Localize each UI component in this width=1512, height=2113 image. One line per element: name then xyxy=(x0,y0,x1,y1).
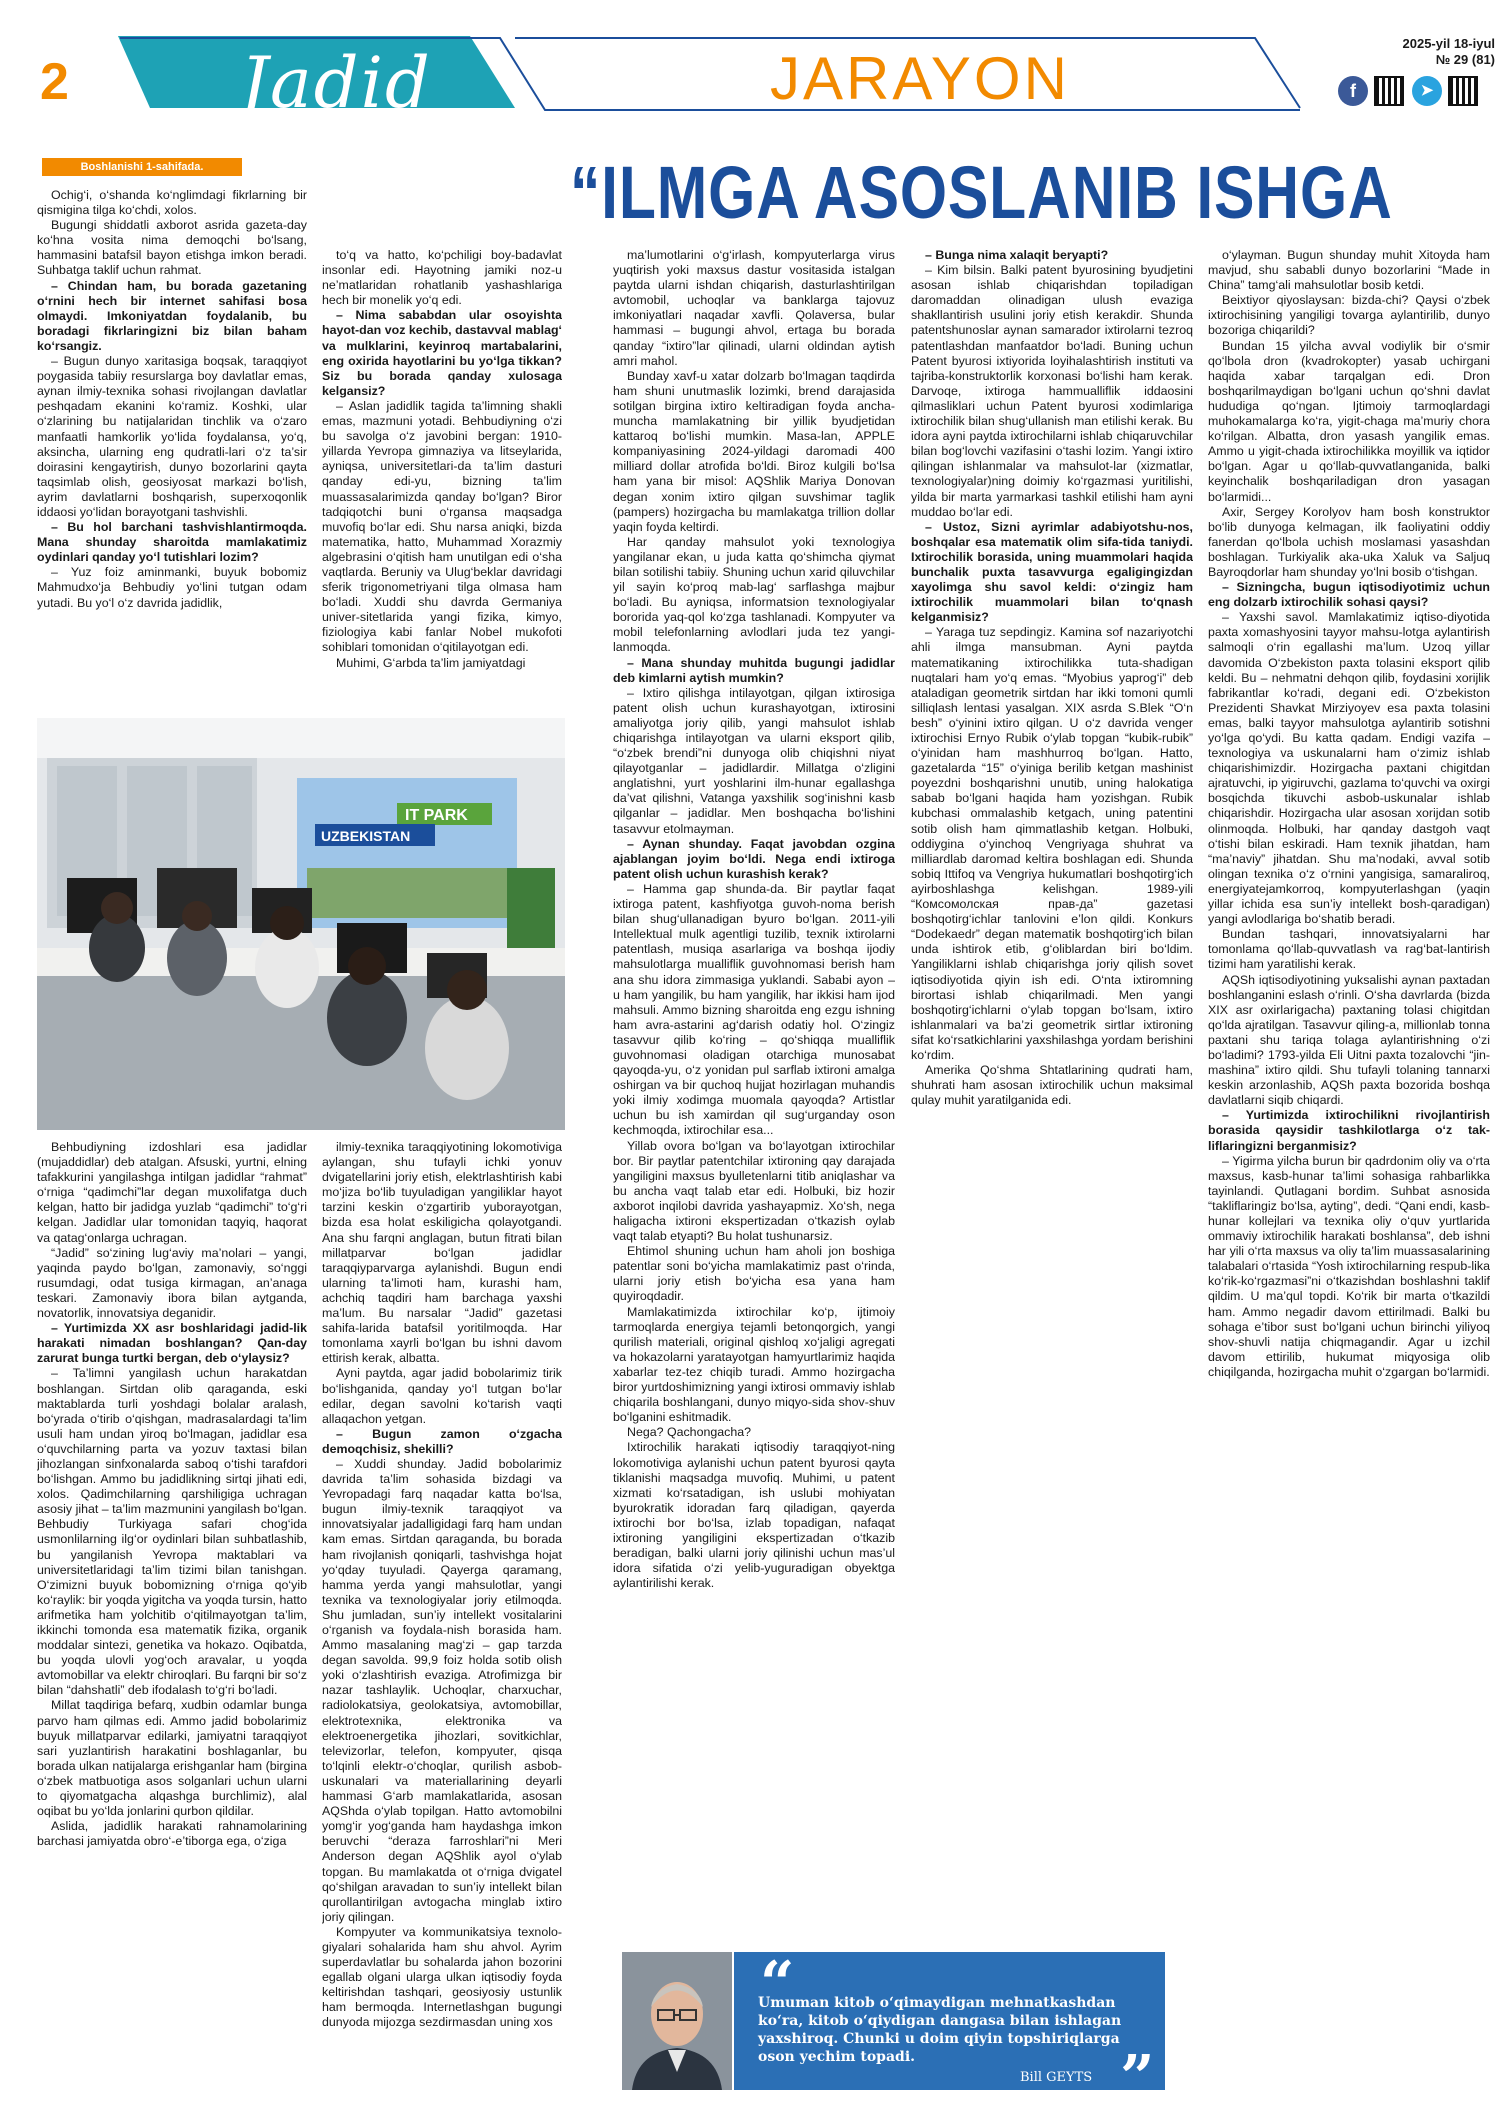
qr-code-icon xyxy=(1448,76,1478,106)
interview-question: – Bugun zamon o‘zgacha demoqchisiz, shekilli? xyxy=(322,1426,562,1456)
paragraph: – Xuddi shunday. Jadid bobolarimiz davrida ta’lim sohasida bizdagi va Yevropadagi farq naqadar katta bo‘lsa, bugun ilmiy-texnik taraqqiyot va innovatsiyalar jadalligidagi farq ham undan kam emas. Sirtdan qaraganda, bu borada ham rivojlanish qoniqarli, tashvishga hojat yo‘qday tuyuladi. Qayerga qaramang, hamma yerda yangi mahsulotlar, yangi texnika va texnologiyalar joriy etilmoqda. Shu jumladan, sun’iy intellekt vositalarini o‘rganish va foydala-nish borasida ham. Ammo masalaning mag‘zi – gap tarzda degan savolda. 99,9 foiz holda sotib olish yoki o‘zlashtirish evaziga. Atrofimizga bir nazar tashlaylik. Uchoqlar, charxuchar, radiolokatsiya, geolokatsiya, avtomobillar, elektrotexnika, elektronika va elektroenergetika jihozlari, sovitkichlar, televizorlar, telefon, kompyuter, qisqa to‘lqinli elektr-o‘choqlar, qurilish asbob-uskunalari va materiallarining deyarli hammasi G‘arb mamlakatlarida, asosan AQShda o‘ylab topilgan. Hatto avtomobilni yomg‘ir yog‘ganda ham haydashga imkon beruvchi “deraza farroshlari”ni Meri Anderson degan AQShlik ayol o‘ylab topgan. Bu mamlakatda ot o‘rniga dvigatel qo‘shilgan aravadan to sun’iy intellekt bilan qurollantirilgan avtogacha minglab ixtiro joriy qilingan. xyxy=(322,1456,562,1924)
interview-question: – Aynan shunday. Faqat javobdan ozgina ajablangan joyim bo‘ldi. Nega endi ixtiroga patent olish uchun kurashish kerak? xyxy=(613,836,895,881)
paragraph: ma’lumotlarini o‘g‘irlash, kompyuterlarga virus yuqtirish yoki maxsus dastur vositasida istalgan paytda ularni ishdan chiqarish, dasturlashtirilgan avtomobil, uchoqlar va banklarga tajovuz imkoniyatlari naqadar xavfli. Qolaversa, bular hammasi – bugungi ahvol, ertaga bu borada qanday “ixtiro”lar qilinadi, ularni oldindan aytish amri mahol. xyxy=(613,248,895,368)
page-header xyxy=(0,0,1512,124)
paragraph: – Ta’limni yangilash uchun harakatdan boshlangan. Sirtdan olib qaraganda, eski maktablarda turli yoshdagi bolalar aralash, bo‘yrada o‘tirib o‘qishgan, madrasalardagi ta’lim usuli ham undan yiroq bo‘lmagan, jadidlar esa o‘quvchilarning parta va yozuv taxtasi bilan jihozlangan sinfxonalarda saboq o‘tishi tarafdori bo‘lishgan. Ammo bu jadidlikning sirtqi jihati edi, xolos. Qadimchilarning qarshiligiga uchragan asosiy jihat – ta’lim mazmunini yangilash bo‘lgan. Behbudiy Turkiyaga safari chog‘ida usmonlilarning ilg‘or oydinlari bilan suhbatlashib, bu yangilanish Yevropa maktablari va universitetlaridagi ta’lim tizimi bilan tanishgan. O‘zimizni buyuk bobomizning o‘rniga qo‘yib ko‘raylik: bir yoqda yigitcha va yoqda tursin, hatto arifmetika ham yolchitib o‘qitilmayotgan ta’lim, ikkinchi tomonda esa matematik fizika, organik moddalar sintezi, genetika va hokazo. Oqibatda, bu yoqda ulovli yog‘och aravalar, u yoqda avtomobillar va elektr chiroqlari. Bu farqni bir so‘z bilan “dahshatli” deb ifodalash to‘g‘ri bo‘ladi. xyxy=(37,1366,307,1698)
page-number: 2 xyxy=(40,53,69,111)
paragraph: – Yaxshi savol. Mamlakatimiz iqtiso-diyotida paxta xomashyosini tayyor mahsu-lotga aylantirish salmoqli o‘rin egallashi ma’lum. Uzoq yillar davomida O‘zbekiston paxta tolasini eksport qilib keldi. Bu – nehmatni dehqon qilib, foydasini xorijlik fabrikantlar ko‘radi, degani edi. O‘zbekiston Prezidenti Shavkat Mirziyoyev esa paxta tolasini emas, balki tayyor mahsulotga aylantirib sotishni yo‘lga qo‘ydi. Bu katta qadam. Endigi vazifa – texnologiya va uskunalarni ham o‘zimiz ishlab chiqarishimizdir. Hozirgacha paxtani chigitdan ajratuvchi, ip yigiruvchi, gazlama to‘quvchi va oxirgi bosqichda tikuvchi asbob-uskunalar ishlab chiqarishdir. Hozirgacha ular asosan xorijdan sotib olinmoqda. Holbuki, har qanday dastgoh vaqt o‘tishi bilan eskiradi. Ham texnik jihatdan, ham “ma’naviy” jihatdan. Shu ma’nodaki, avval sotib olingan texnika o‘z o‘rnini yangisiga, samaraliroq, energiyatejamkorroq, kompyuterlashgan (yaqin yillar ichida esa sun’iy intellekt bosh-qaradigan) yangi avlodlariga bo‘shatib beradi. xyxy=(1208,610,1490,927)
paragraph: Bunday xavf-u xatar dolzarb bo‘lmagan taqdirda ham shuni unutmaslik lozimki, brend darajasida sotilgan birgina ixtiro keltiradigan foyda ancha-muncha mamlakatning bir yillik byudjetidan kattaroq bo‘lishi mumkin. Masa-lan, APPLE kompaniyasining 2024-yildagi daromadi 400 milliard dollar atrofida bo‘ldi. Biroz kulgili bo‘lsa ham yana bir misol: AQShlik Mariya Donovan degan xonim ixtiro qilgan suvshimar taglik (pampers) hozirgacha bu mamlakatga trillion dollar yaqin foyda keltirdi. xyxy=(613,368,895,534)
issue-info xyxy=(1380,36,1495,68)
interview-question: – Sizningcha, bugun iqtisodiyotimiz uchun eng dolzarb ixtirochilik sohasi qaysi? xyxy=(1208,580,1490,610)
quote-text: Umuman kitob o‘qimaydigan mehnatkashdan ko‘ra, kitob o‘qiydigan dangasa bilan ishlagan yaxshiroq. Chunki u doim qiyin topshiriqlarga oson yechim topadi. xyxy=(758,1995,1122,2065)
paragraph: Nega? Qachongacha? xyxy=(627,1425,752,1440)
interview-question: – Yurtimizda ixtirochilikni rivojlantirish borasida qaysidir tashkilotlarga o‘z tak-liflaringizni berganmisiz? xyxy=(1208,1108,1490,1153)
issue-number: № 29 (81) xyxy=(1435,52,1495,67)
text-column-2 xyxy=(322,248,562,708)
uzbekistan-sign: UZBEKISTAN xyxy=(321,828,411,844)
brand-logo: Jadid xyxy=(240,42,432,124)
interview-question: – Mana shunday muhitda bugungi jadidlar deb kimlarni aytish mumkin? xyxy=(613,655,895,685)
paragraph: Kompyuter va kommunikatsiya texnolo-giyalari sohalarida ham shu ahvol. Ayrim superdavlatlar bu sohalarda jahon bozorini egallab olgani ularga ulkan iqtisodiy foyda keltirishdan tashqari, geosiyosiy ustunlik ham bermoqda. Internetlashgan bugungi dunyoda mijozga sezdirmasdan uning xos xyxy=(322,1924,562,2030)
paragraph: Behbudiyning izdoshlari esa jadidlar (mujaddidlar) deb atalgan. Afsuski, yurtni, elning tafakkurini yangilashga intilgan jadidlar “rahmat” o‘rniga “qadimchi”lar degan muxolifatga duch kelgan, hatto bir jadidga yuzlab “qadimchi” to‘g‘ri kelgan. Jadidlar ular tomonidan taqyiq, haqorat va qatag‘onlarga uchragan. xyxy=(37,1140,307,1245)
paragraph: AQSh iqtisodiyotining yuksalishi aynan paxtadan boshlanganini eslash o‘rinli. O‘sha davrlarda (bizda XIX asr oxirlarigacha) paxtaning tolasi chigitdan qo‘lda ajratilgan. Tasavvur qiling-a, millionlab tonna paxtani shu tariqa tolaga aylantirishning o‘zi bo‘ladimi? 1793-yilda Eli Uitni paxta tozalovchi “jin-mashina” ixtiro qildi. Shu tufayli tolaning tannarxi keskin arzonlashib, AQSh paxta bozorida boshqa davlatlarni siqib chiqardi. xyxy=(1208,972,1490,1108)
paragraph: – Hamma gap shunda-da. Bir paytlar faqat ixtiroga patent, kashfiyotga guvoh-noma berish bilan shug‘ullanadigan byuro bo‘lgan. 2011-yili Intellektual mulk agentligi tuzilib, texnik ixtirolarni patentlash, musiqa asarlariga va boshqa ijodiy mahsulotlarga mualliflik guvohnomasi berish ham ana shu idora zimmasiga yuklandi. Sababi ayon – u ham yangilik, bu ham yangilik, har ikkisi ham ijod mahsuli. Ammo bizning sharoitda eng ezgu ishning ham avra-astarini ag‘darish odatiy hol. O‘zingiz tasavvur qilib ko‘ring – qo‘shiqqa mualliflik guvohnomasi oladigan otarchiga munosabat qayoqda-yu, o‘z yonidan pul sarflab ixtironi amalga oshirgan va bir quchoq hujjat hozirlagan muhandis yoki ilmiy xodimga muomala qayoqda? Artistlar uchun bu ish xamirdan qil sug‘urganday oson kechmoqda, ixtirochilar esa... xyxy=(613,881,895,1138)
interview-question: – Ustoz, Sizni ayrimlar adabiyotshu-nos, boshqalar esa matematik olim sifa-tida taniydi. Ixtirochilik borasida, uning muammolari haqida bunchalik puxta tasavvurga egaligingizdan xayolimga shu savol keldi: o‘zingiz ham ixtirochilik muammolari bilan to‘qnash kelganmisiz? xyxy=(911,519,1193,625)
issue-date: 2025-yil 18-iyul xyxy=(1402,36,1495,51)
social-links xyxy=(1330,76,1500,110)
paragraph: Amerika Qo‘shma Shtatlarining qudrati ham, shuhrati ham asosan ixtirochilik uchun maksimal qulay muhit yaratilganida edi. xyxy=(911,1063,1193,1108)
paragraph: Bundan tashqari, innovatsiyalarni har tomonlama qo‘llab-quvvatlash va rag‘bat-lantirish tizimi ham yaratilishi kerak. xyxy=(1208,927,1490,972)
telegram-icon[interactable]: ➤ xyxy=(1412,76,1442,106)
interview-question: – Chindan ham, bu borada gazetaning o‘rnini hech bir internet sahifasi bosa olmaydi. Imkoniyatdan foydalanib, bu boradagi fikrlaringizni biz bilan baham ko‘rsangiz. xyxy=(37,278,307,353)
paragraph: – Yigirma yilcha burun bir qadrdonim oliy va o‘rta maxsus, kasb-hunar ta’limi sohasiga rahbarlikka tayinlandi. Qutlagani bordim. Suhbat asnosida “takliflaringiz bo‘lsa, ayting”, dedi. “Qani endi, kasb-hunar kollejlari va texnika oliy o‘quv yurtlarida ommaviy ixtirochilik harakati boshlansa”, deb ishni har yili o‘rta maxsus va oliy ta’lim muassasalarining talabalari o‘rtasida “Yosh ixtirochilarning respub-lika ko‘rik-ko‘rgazmasi”ni o‘tkazishdan boshlashni taklif qildim. U ma’qul topdi. Ko‘rik bir marta o‘tkazildi ham. Ammo negadir davom ettirilmadi. Balki bu sohaga e’tibor sust bo‘lgani uchun birinchi yiliyoq shov-shuvli natija chiqmagandir. Agar u izchil davom ettirilib, hukumat miqyosiga olib chiqilganda, hozirgacha muhit o‘zgargan bo‘larmidi. xyxy=(1208,1153,1490,1379)
quote-panel xyxy=(734,1949,1165,2113)
office-photo xyxy=(37,718,565,1130)
paragraph: Millat taqdiriga befarq, xudbin odamlar bunga parvo ham qilmas edi. Ammo jadid bobolarimiz buyuk millatparvar edilarki, jamiyatni taraqqiyot sari yuzlantirish harakatini boshlaganlar, bu borada ulkan natijalarga erishganlar ham (birgina o‘zbek matbuotiga asos solganlari uchun ularni to qiyomatgacha alqashga burchlimiz), alal oqibat bu yo‘lda jonlarini qurbon qildilar. xyxy=(37,1698,307,1819)
open-quote-icon: “ xyxy=(760,1949,795,2019)
paragraph: Bundan 15 yilcha avval vodiylik bir o‘smir qo‘lbola dron (kvadrokopter) yasab uchirgani haqida xabar tarqalgan edi. Dron boshqarilmaydigan bo‘lgani uchun qo‘shni davlat hududiga qo‘ngan. Ijtimoiy tarmoqlardagi muhokamalarga ko‘ra, yigit-chaga ma’muriy chora ko‘rilgan. Albatta, dron yasash yangilik emas. Ammo u yigit-chada ixtirochilikka moyillik va iqtidor bo‘lgan. Agar u qo‘llab-quvvatlanganida, balki keyinchalik boshqariladigan dron yasagan bo‘larmidi... xyxy=(1208,338,1490,504)
paragraph: Yillab ovora bo‘lgan va bo‘layotgan ixtirochilar bor. Bir paytlar patentchilar ixtironing qay darajada yangiligini maxsus byulletenlarni titib aniqlashar va bu ancha vaqt talab etar edi. Holbuki, biz hozir axborot inqilobi davrida yashayapmiz. Xo‘sh, nega haligacha ixtironi ekspertizadan o‘tkazish oylab vaqt talab etyapti? Bu holat tushunarsiz. xyxy=(613,1138,895,1244)
interview-question: – Yurtimizda XX asr boshlaridagi jadid-lik harakati nimadan boshlangan? Qan-day zarurat bunga turtki bergan, deb o‘ylaysiz? xyxy=(37,1321,307,1366)
paragraph: Axir, Sergey Korolyov ham bosh konstruktor bo‘lib dunyoga kelmagan, ilk faoliyatini oddiy fanerdan qo‘lbola uchish moslamasi yasashdan boshlagan. Turkiyalik aka-uka Xaluk va Saljuq Bayroqdorlar ham shunday yo‘lni bosib o‘tishgan. xyxy=(1208,504,1490,579)
paragraph: Har qanday mahsulot yoki texnologiya yangilanar ekan, u juda katta qo‘shimcha qiymat bilan sotilishi tabiiy. Shuning uchun xarid qiluvchilar yil sayin ko‘proq mab-lag‘ sarflashga majbur bo‘ladi. Bu ayniqsa, informatsion texnologiyalar bororida yaq-qol ko‘zga tashlanadi. Kompyuter va mobil telefonlarning avlodlari juda tez yangi-lanmoqda. xyxy=(613,534,895,655)
paragraph: “Jadid” so‘zining lug‘aviy ma’nolari – yangi, yaqinda paydo bo‘lgan, zamonaviy, so‘nggi rusumdagi, odat tusiga kirmagan, an’anaga teskari. Zamonaviy ibora bilan aytganda, novatorlik, innovatsiya deganidir. xyxy=(37,1245,307,1321)
paragraph: Aslida, jadidlik harakati rahnamolarining barchasi jamiyatda obro‘-e’tiborga ega, o‘ziga xyxy=(37,1819,307,1849)
paragraph: ilmiy-texnika taraqqiyotining lokomotiviga aylangan, shu tufayli ichki yonuv dvigatellarini joriy etish, elektrlashtirish kabi mo‘jiza bo‘lib tuyuladigan yangiliklar hayot tarzini keskin o‘zgartirib yuborayotgan, bizda esa holat eskiligicha qolayotgandi. Ana shu farqni anglagan, butun fitrati bilan millatparvar bo‘lgan jadidlar taraqqiyparvarga aylanishdi. Bugun endi ularning ta’limoti ham, kurashi ham, achchiq taqdiri ham barchaga yaxshi ma’lum. Bu narsalar “Jadid” gazetasi sahifa-larida batafsil yoritilmoqda. Har tomonlama xayrli bo‘lgan bu ishni davom ettirish kerak, albatta. xyxy=(322,1140,562,1366)
continuation-tag: Boshlanishi 1-sahifada. xyxy=(42,158,242,176)
paragraph: o‘ylayman. Bugun shunday muhit Xitoyda ham mavjud, shu sababli dunyo bozorlarini “Made in China” tamg‘ali mahsulotlar bosib ketdi. xyxy=(1208,248,1490,293)
text-column-5 xyxy=(1208,248,1490,2083)
header-banner xyxy=(0,0,1512,118)
close-quote-icon: ” xyxy=(1120,2043,1155,2113)
text-column-4 xyxy=(911,248,1193,1938)
article-headline: “ILMGA ASOSLANIB ISHGA xyxy=(570,151,1393,234)
it-park-sign: IT PARK xyxy=(405,807,468,824)
paragraph: – Yuz foiz aminmanki, buyuk bobomiz Mahmudxo‘ja Behbudiy yo‘lini tutgan odam yutadi. Bu yo‘l o‘z davrida jadidlik, xyxy=(37,565,307,610)
paragraph: to‘q va hatto, ko‘pchiligi boy-badavlat insonlar edi. Hayotning jamiki noz-u ne’matlaridan rohatlanib yashashlariga hech bir monelik yo‘q edi. xyxy=(322,248,562,308)
paragraph: – Yaraga tuz sepdingiz. Kamina sof nazariyotchi ahli ilmga mansubman. Ayni paytda matematikaning ixtirochilikka tuta-shadigan nuqtalari ham yo‘q emas. “Myobius yaprog‘i” deb ataladigan geometrik sirtdan har ikki tomoni qumli silliqlash lentasi yasalgan. XIX asrda S.Blek “O‘n besh” o‘yinini ixtiro qilgan. U o‘z davrida venger ixtirochisi Ernyo Rubik o‘ylab topgan “kubik-rubik” o‘yinidan ham mashhurroq bo‘lgan. Hatto, gazetalarda “15” o‘yiniga berilib ketgan mashinist poyezdni boshqarishni unutib, uning halokatiga sabab bo‘lgani haqida ham yozishgan. Rubik kubchasi ommalashib ketgach, uning patentini sotib olish ham qimmatlashib ketgan. Holbuki, oddiygina o‘yinchoq Vengriyaga shuhrat va milliardlab daromad keltira boshlagan edi. Shunda sobiq Ittifoq va Vengriya hukumatlari boshqotirg‘ich ayirboshlashga kelishgan. 1989-yili “Комсомолская прав-да” gazetasi boshqotirg‘ichlar tanlovini e’lon qildi. Konkurs “Dodekaedr” degan matematik boshqotirg‘ich bilan unda ishtirok etib, g‘oliblardan biri bo‘ldim. Yangiliklarni ishlab chiqarishga joriy qilish sovet iqtisodiyotida qiyin ish edi. O‘nta ixtiromning birortasi ishlab chiqarilmadi. Men yangi boshqotirg‘ichlarni o‘ylab topgan bo‘lsam, ixtiro ishlanmalari va ba’zi geometrik sirtlar ixtironing sifat ko‘rsatkichlarini yaxshilashga yordam berishini ko‘rdim. xyxy=(911,625,1193,1062)
paragraph: Beixtiyor qiyoslaysan: bizda-chi? Qaysi o‘zbek ixtirochisining yangiligi tovarga aylantirilib, dunyo bozoriga chiqarildi? xyxy=(1208,293,1490,338)
paragraph: Ayni paytda, agar jadid bobolarimiz tirik bo‘lishganida, qanday yo‘l tutgan bo‘lar edilar, degan savolni ko‘tarish vaqti allaqachon yetgan. xyxy=(322,1366,562,1426)
paragraph: Ochig‘i, o‘shanda ko‘nglimdagi fikrlarning bir qismigina tilga ko‘chdi, xolos. xyxy=(37,188,307,218)
interview-question: – Bunga nima xalaqit beryapti? xyxy=(925,248,1109,262)
text-column-6 xyxy=(37,1140,307,2085)
paragraph: Muhimi, G‘arbda ta’lim jamiyatdagi xyxy=(336,655,526,670)
text-column-3 xyxy=(613,248,895,1903)
author-portrait xyxy=(622,1952,732,2090)
interview-question: – Nima sababdan ular osoyishta hayot-dan voz kechib, dastavval mablag‘ va mulklarini, keyinroq martabalarini, eng oxirida hayotlarini bu yo‘lga tikkan? Siz bu borada qanday xulosaga kelgansiz? xyxy=(322,308,562,398)
quote-box xyxy=(622,1949,1165,2113)
qr-code-icon xyxy=(1374,76,1404,106)
quote-author: Bill GEYTS xyxy=(1020,2070,1093,2085)
text-column-1 xyxy=(37,188,307,708)
paragraph: – Kim bilsin. Balki patent byurosining byudjetini asosan ishlab chiqarishdan topiladigan daromaddan olinadigan ulush evaziga shakllantirish usulini joriy etish kerakdir. Shunda patentshunoslar aynan samarador ixtirolarni tezroq patentlashdan manfaatdor bo‘ladi. Buning uchun Patent byurosi ixtiyorida loyihalashtirish instituti va tajriba-konstruktorlik korxonasi bo‘lishi ham kerak. Darvoqe, ixtiroga hammualliflik iddaosini qilmasliklari uchun Patent byurosi xodimlariga ixtirochilik bilan shug‘ullanish man etilishi kerak. Bu idora ayni paytda ixtirochilarni ishlab chiqaruvchilar bilan bog‘lovchi vazifasini o‘tashi lozim. Yangi ixtiro qilingan ishlanmalar va mahsulot-lar (xizmatlar, texnologiyalar)ning doimiy ko‘rgazmasi yuritilishi, yilda bir marta yarmarkasi tashkil etilishi ham ayni muddao bo‘lar edi. xyxy=(911,263,1193,519)
paragraph: Bugungi shiddatli axborot asrida gazeta-day ko‘hna vosita nima demoqchi bo‘lsang, hammasini batafsil bayon etishga imkon beradi. Suhbatga taklif uchun rahmat. xyxy=(37,218,307,278)
paragraph: – Ixtiro qilishga intilayotgan, qilgan ixtirosiga patent olish uchun kurashayotgan, ixtirosini amaliyotga joriy qilib, yangi mahsulot ishlab chiqarishga intilayotgan va ularni eksport qilib, “o‘zbek brendi”ni dunyoga olib chiqishni niyat qilayotganlar – jadidlardir. Millatga o‘zligini anglatishni, yurt yoshlarini ilm-hunar egallashga da’vat qilishni, Vatanga yaxshilik sog‘inishni kasb qilganlar – jadidlar. Men boshqacha bo‘lishini tasavvur etolmayman. xyxy=(613,685,895,836)
paragraph: Ixtirochilik harakati iqtisodiy taraqqiyot-ning lokomotiviga aylanishi uchun patent byurosi qayta tiklanishi maqsadga muvofiq. Muhimi, u patent xizmati ko‘rsatadigan, ish uslubi mohiyatan byurokratik idoradan farq qiladigan, qayerda ixtirochi bor bo‘lsa, izlab topadigan, nafaqat ixtironing yangiligini ekspertizadan o‘tkazib beradigan, balki ularni joriy qilinishi uchun mas’ul idora sifatida o‘zi yelib-yuguradigan obyektga aylantirilishi kerak. xyxy=(613,1440,895,1591)
paragraph: Ehtimol shuning uchun ham aholi jon boshiga patentlar soni bo‘yicha mamlakatimiz past o‘rinda, ularni joriy etish bo‘yicha esa yana ham quyiroqdadir. xyxy=(613,1244,895,1304)
facebook-icon[interactable]: f xyxy=(1338,76,1368,106)
paragraph: – Aslan jadidlik tagida ta’limning shakli emas, mazmuni yotadi. Behbudiyning o‘zi bu savolga o‘z javobini bergan: 1910-yillarda Yevropa gimnaziya va litseylarida, ayniqsa, universitetlari-da ta’lim dasturi qanday edi-yu, bizning ta’lim muassasalarimizda qanday bo‘lgan? Biror tadqiqotchi buni o‘rgansa maqsadga muvofiq bo‘lar edi. Shu narsa aniqki, bizda matematika, hatto, Muhammad Xorazmiy algebrasini o‘qitish ham unutilgan edi o‘sha vaqtlarda. Beruniy va Ulug‘beklar davridagi sferik trigonometriyani tilga olmasa ham bo‘ladi. Xuddi shu davrda Germaniya univer-sitetlarida yangi fizika, kimyo, fiziologiya kabi fanlar Nobel mukofoti sohiblari tomonidan o‘qitilayotgan edi. xyxy=(322,398,562,655)
paragraph: Mamlakatimizda ixtirochilar ko‘p, ijtimoiy tarmoqlarda energiya tejamli betonqorgich, yangi qurilish materiali, original qishloq xo‘jaligi agregati va hokazolarni yaratayotgan hamyurtlarimiz haqida xabarlar tez-tez chiqib turadi. Ammo hozirgacha biror yurtdoshimizning yangi ixtirosi ommaviy ishlab chiqarila boshlangani, dunyo miqyo-sida shov-shuv bo‘lganini eshitmadik. xyxy=(613,1304,895,1425)
section-title: JARAYON xyxy=(770,45,1070,112)
paragraph: – Bugun dunyo xaritasiga boqsak, taraqqiyot poygasida tabiiy resurslarga boy davlatlar emas, aynan ilmiy-texnika sohasi rivojlangan davlatlar peshqadam ekanini ko‘ramiz. Koshki, ular o‘zlarining bu natijalaridan tinchlik va o‘zaro manfaatli hamkorlik yo‘lida foydalansa, yo‘q, aksincha, ularning eng qudratli-lari o‘z ta’sir doirasini kengaytirish, dunyo bozorlarini qayta taqsimlab olish, geosiyosat markazi bo‘lish, ayrim davlatlarni boshqarish, superxoqonlik iddaosi yo‘lidan borayotgani tashvishli. xyxy=(37,354,307,519)
interview-question: – Bu hol barchani tashvishlantirmoqda. Mana shunday sharoitda mamlakatimiz oydinlari qanday yo‘l tutishlari lozim? xyxy=(37,520,307,565)
text-column-7 xyxy=(322,1140,562,2085)
